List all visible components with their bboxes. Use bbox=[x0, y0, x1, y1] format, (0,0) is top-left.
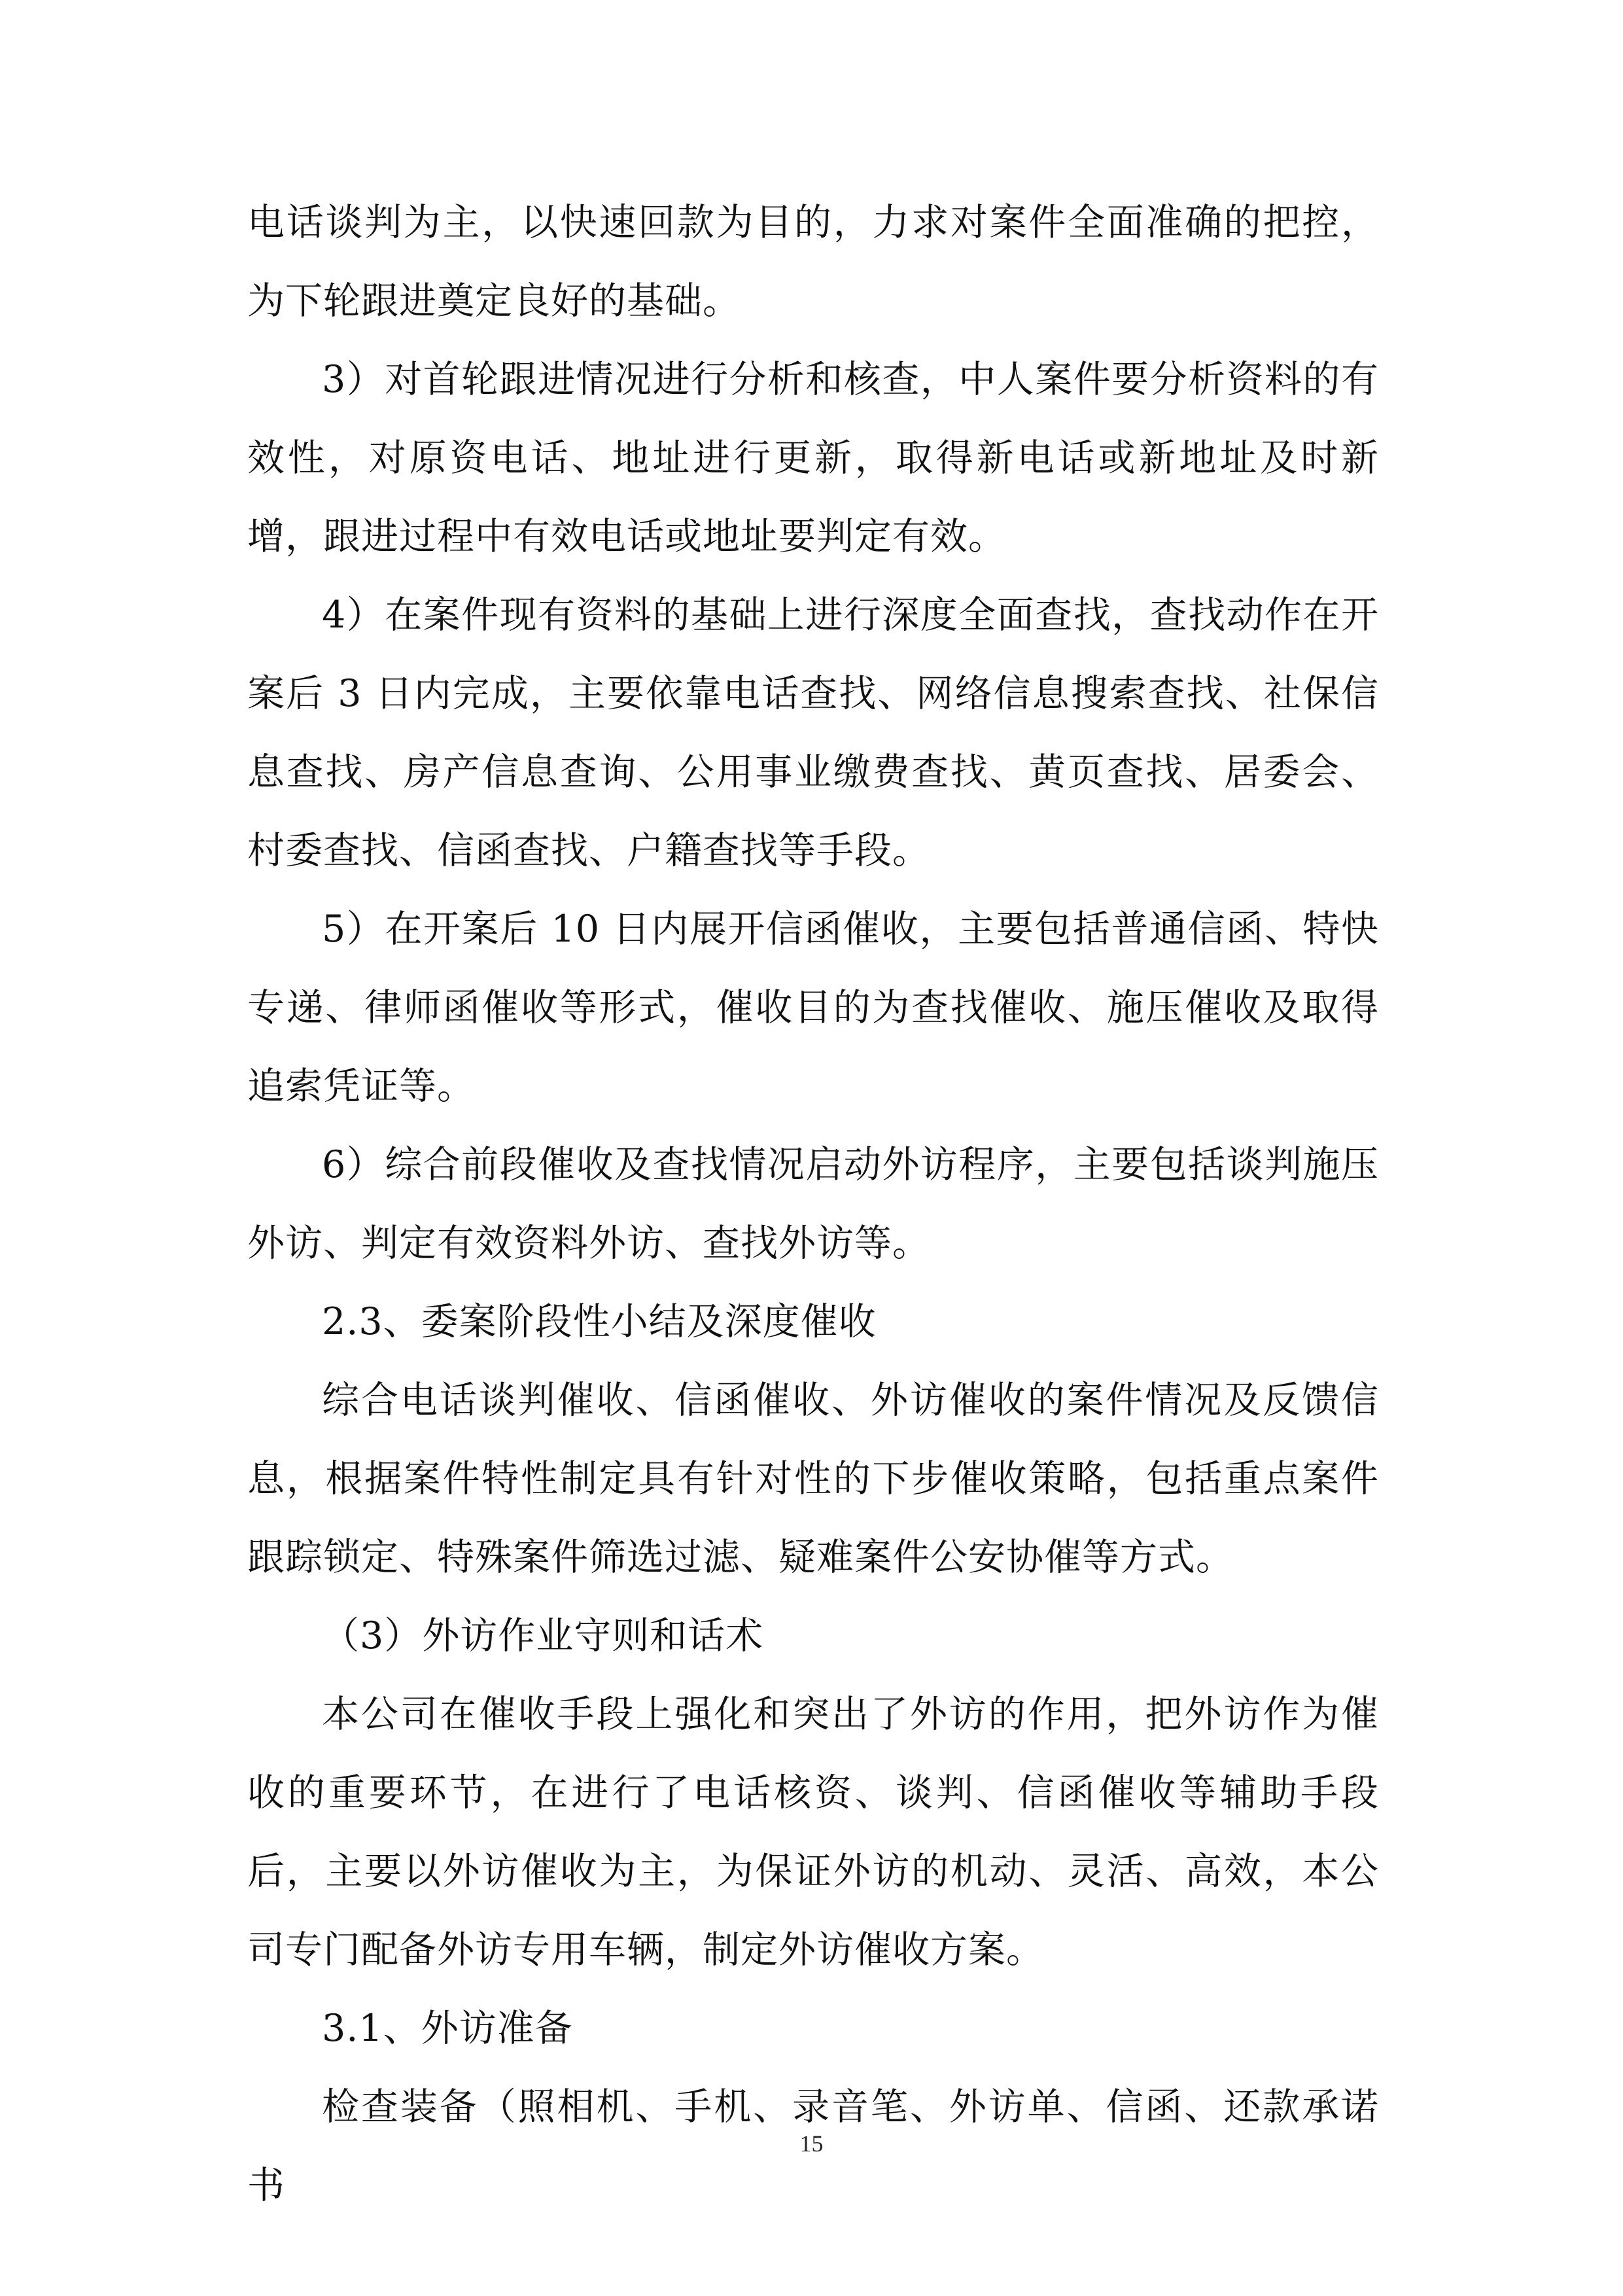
page-number: 15 bbox=[799, 2130, 824, 2157]
page-body bbox=[247, 183, 1379, 2225]
paragraph-p9: 本公司在催收手段上强化和突出了外访的作用，把外访作为催收的重要环节，在进行了电话核资、谈判、信函催收等辅助手段后，主要以外访催收为主，为保证外访的机动、灵活、高效，本公司专门配备外访专用车辆，制定外访催收方案。 bbox=[247, 1693, 1379, 1971]
section-heading-3-1: 3.1、外访准备 bbox=[322, 2007, 573, 2050]
paragraph-p11: 检查装备（照相机、手机、录音笔、外访单、信函、还款承诺书 bbox=[247, 2085, 1379, 2207]
paragraph-p3: 4）在案件现有资料的基础上进行深度全面查找，查找动作在开案后 3 日内完成，主要依靠电话查找、网络信息搜索查找、社保信息查找、房产信息查询、公用事业缴费查找、黄页查找、居委会、村委查找、信函查找、户籍查找等手段。 bbox=[247, 593, 1379, 872]
paragraph-p7: 综合电话谈判催收、信函催收、外访催收的案件情况及反馈信息，根据案件特性制定具有针对性的下步催收策略，包括重点案件跟踪锁定、特殊案件筛选过滤、疑难案件公安协催等方式。 bbox=[247, 1379, 1379, 1579]
paragraph-p2: 3）对首轮跟进情况进行分析和核查，中人案件要分析资料的有效性，对原资电话、地址进行更新，取得新电话或新地址及时新增，跟进过程中有效电话或地址要判定有效。 bbox=[247, 358, 1379, 558]
section-heading-2-3: 2.3、委案阶段性小结及深度催收 bbox=[322, 1300, 877, 1343]
paragraph-p5: 6）综合前段催收及查找情况启动外访程序，主要包括谈判施压外访、判定有效资料外访、查找外访等。 bbox=[247, 1143, 1379, 1265]
section-heading-3: （3）外访作业守则和话术 bbox=[322, 1614, 764, 1657]
paragraph-p1: 电话谈判为主，以快速回款为目的，力求对案件全面准确的把控，为下轮跟进奠定良好的基础。 bbox=[247, 201, 1379, 323]
paragraph-p4: 5）在开案后 10 日内展开信函催收，主要包括普通信函、特快专递、律师函催收等形式，催收目的为查找催收、施压催收及取得追索凭证等。 bbox=[247, 908, 1379, 1108]
